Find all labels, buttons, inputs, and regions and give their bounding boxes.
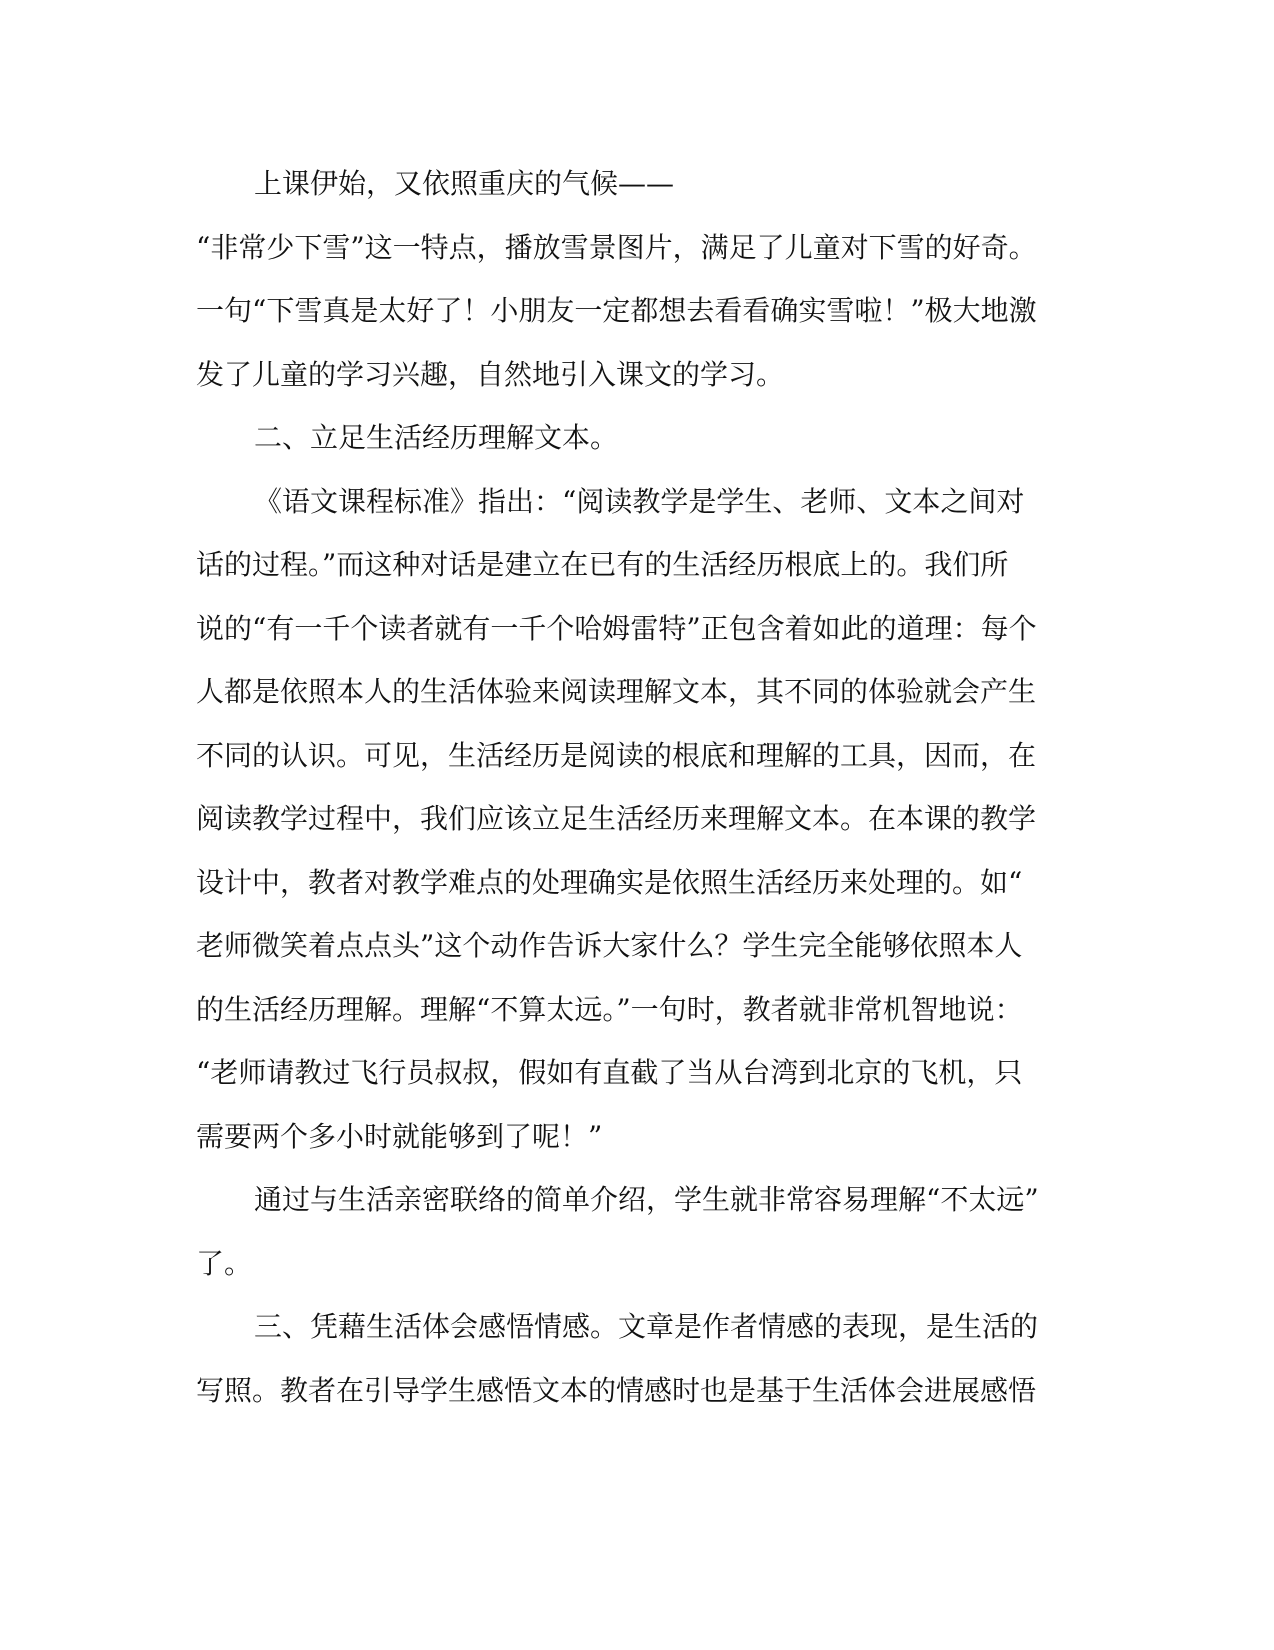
text-line: 的生活经历理解。理解“不算太远。”一句时，教者就非常机智地说： (196, 992, 1023, 1026)
section-heading-3: 三、凭藉生活体会感悟情感。文章是作者情感的表现，是生活的 (254, 1310, 1039, 1343)
text-line: “老师请教过飞行员叔叔，假如有直截了当从台湾到北京的飞机，只 (196, 1056, 1023, 1089)
text-line: 老师微笑着点点头”这个动作告诉大家什么？学生完全能够依照本人 (196, 929, 1023, 962)
text-line: 《语文课程标准》指出：“阅读教学是学生、老师、文本之间对 (254, 484, 1025, 518)
body-text (196, 152, 1076, 1422)
text-line: 需要两个多小时就能够到了呢！” (196, 1119, 603, 1153)
text-line: 写照。教者在引导学生感悟文本的情感时也是基于生活体会进展感悟 (196, 1373, 1037, 1407)
text-line: 一句“下雪真是太好了！小朋友一定都想去看看确实雪啦！”极大地激 (196, 294, 1037, 327)
text-line: 上课伊始，又依照重庆的气候—— (254, 167, 675, 200)
text-line: 说的“有一千个读者就有一千个哈姆雷特”正包含着如此的道理：每个 (196, 611, 1037, 645)
text-line: 阅读教学过程中，我们应该立足生活经历来理解文本。在本课的教学 (196, 802, 1037, 835)
text-line: 设计中，教者对教学难点的处理确实是依照生活经历来处理的。如“ (196, 865, 1023, 899)
text-line: 话的过程。”而这种对话是建立在已有的生活经历根底上的。我们所 (196, 548, 1009, 581)
text-line: 不同的认识。可见，生活经历是阅读的根底和理解的工具，因而，在 (196, 738, 1037, 772)
text-line: 了。 (196, 1246, 253, 1280)
text-line: 通过与生活亲密联络的简单介绍，学生就非常容易理解“不太远” (254, 1183, 1039, 1216)
section-heading-2: 二、立足生活经历理解文本。 (254, 421, 619, 454)
text-line: 发了儿童的学习兴趣，自然地引入课文的学习。 (196, 357, 785, 391)
text-line: “非常少下雪”这一特点，播放雪景图片，满足了儿童对下雪的好奇。 (196, 230, 1037, 264)
text-line: 人都是依照本人的生活体验来阅读理解文本，其不同的体验就会产生 (196, 675, 1037, 708)
